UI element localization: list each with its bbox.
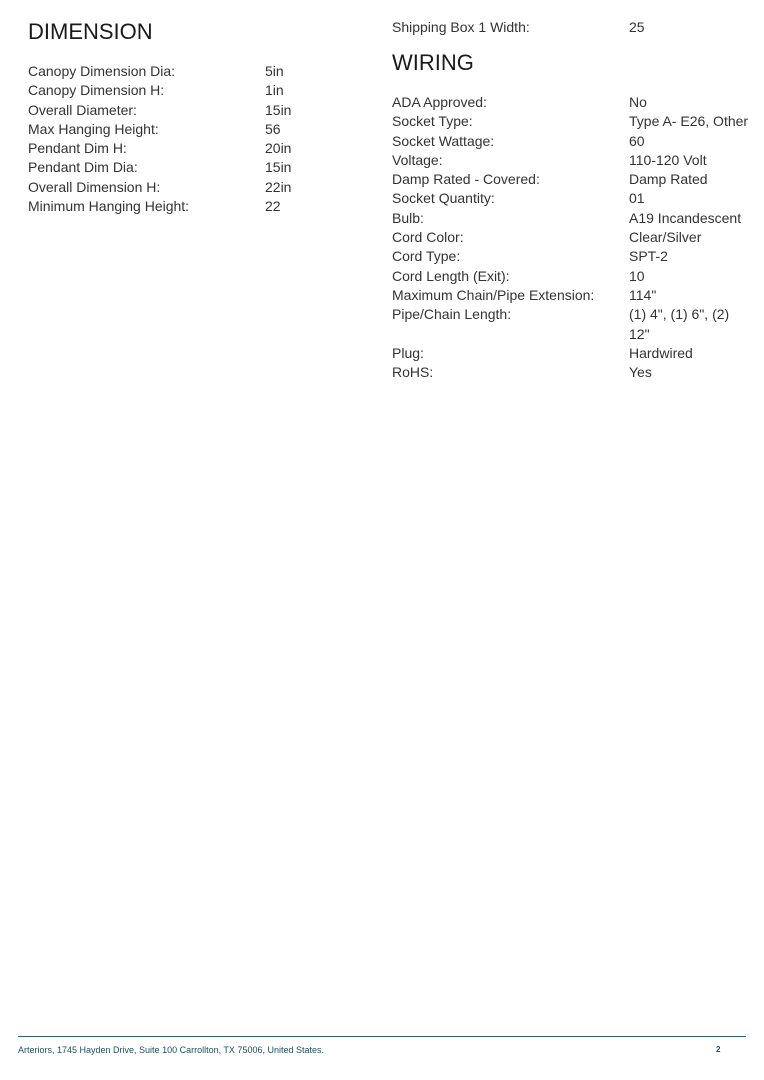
spec-row <box>392 286 752 305</box>
dimension-section <box>28 18 358 216</box>
wiring-rows <box>392 93 752 382</box>
spec-row <box>28 101 358 120</box>
spec-label: Overall Diameter: <box>28 101 137 118</box>
spec-label: Canopy Dimension H: <box>28 82 165 99</box>
wiring-heading: WIRING <box>392 50 474 75</box>
spec-label: Maximum Chain/Pipe Extension: <box>392 286 595 303</box>
spec-row <box>392 189 752 208</box>
spec-label: Socket Quantity: <box>392 190 495 207</box>
page-number: 2 <box>716 1045 721 1054</box>
spec-value: 5in <box>265 63 284 79</box>
spec-value: No <box>629 94 647 110</box>
dimension-heading: DIMENSION <box>28 19 153 44</box>
spec-label: Canopy Dimension Dia: <box>28 63 176 79</box>
spec-value: Clear/Silver <box>629 229 702 246</box>
spec-row <box>28 158 358 177</box>
spec-value: 01 <box>629 190 645 207</box>
spec-value: 1in <box>265 82 284 99</box>
spec-label: Socket Wattage: <box>392 132 495 149</box>
footer-divider <box>18 1036 746 1037</box>
spec-row <box>392 132 752 151</box>
spec-value: 20in <box>265 140 292 157</box>
spec-row <box>28 120 358 139</box>
spec-value: 22 <box>265 198 281 215</box>
spec-label: RoHS: <box>392 364 434 381</box>
spec-label: Cord Color: <box>392 229 464 246</box>
spec-value: (1) 4", (1) 6", (2) 12" <box>629 306 730 342</box>
shipping-value: 25 <box>629 19 645 35</box>
shipping-row <box>392 18 752 37</box>
spec-row <box>392 170 752 189</box>
spec-row <box>392 344 752 363</box>
spec-value: 60 <box>629 132 645 149</box>
spec-label: Bulb: <box>392 209 424 226</box>
spec-label: Damp Rated - Covered: <box>392 171 540 188</box>
spec-row <box>392 305 752 344</box>
spec-row <box>28 139 358 158</box>
spec-row <box>28 197 358 216</box>
spec-value: 110-120 Volt <box>629 151 707 168</box>
footer-address: Arteriors, 1745 Hayden Drive, Suite 100 Carrollton, TX 75006, United States. <box>18 1045 324 1055</box>
spec-value: 56 <box>265 120 281 137</box>
spec-label: Minimum Hanging Height: <box>28 198 190 215</box>
spec-label: Voltage: <box>392 151 443 168</box>
spec-value: 114" <box>629 286 657 303</box>
spec-row <box>28 62 358 81</box>
spec-label: Socket Type: <box>392 113 473 130</box>
spec-row <box>392 267 752 286</box>
spec-label: Cord Length (Exit): <box>392 267 510 284</box>
spec-value: A19 Incandescent <box>629 209 742 226</box>
spec-value: Hardwired <box>629 344 693 361</box>
wiring-column <box>392 18 752 382</box>
shipping-label: Shipping Box 1 Width: <box>392 19 530 35</box>
spec-row <box>392 209 752 228</box>
spec-label: Overall Dimension H: <box>28 178 161 195</box>
dimension-rows <box>28 62 358 216</box>
spec-row <box>392 151 752 170</box>
spec-value: Damp Rated <box>629 171 708 188</box>
spec-value: 22in <box>265 178 292 195</box>
spec-label: Plug: <box>392 344 424 361</box>
spec-row <box>392 363 752 382</box>
spec-value: Yes <box>629 364 652 381</box>
spec-row <box>28 178 358 197</box>
spec-row <box>28 81 358 100</box>
spec-label: Pendant Dim H: <box>28 140 127 157</box>
spec-value: 15in <box>265 101 292 118</box>
spec-label: ADA Approved: <box>392 94 487 110</box>
spec-row <box>392 247 752 266</box>
spec-value: 10 <box>629 267 645 284</box>
spec-value: Type A- E26, Other <box>629 113 749 130</box>
spec-row <box>392 228 752 247</box>
spec-label: Cord Type: <box>392 248 461 265</box>
spec-label: Max Hanging Height: <box>28 120 159 137</box>
spec-label: Pendant Dim Dia: <box>28 159 138 176</box>
spec-value: 15in <box>265 159 292 176</box>
spec-label: Pipe/Chain Length: <box>392 306 512 323</box>
spec-value: SPT-2 <box>629 248 668 265</box>
spec-row <box>392 112 752 131</box>
spec-row <box>392 93 752 112</box>
